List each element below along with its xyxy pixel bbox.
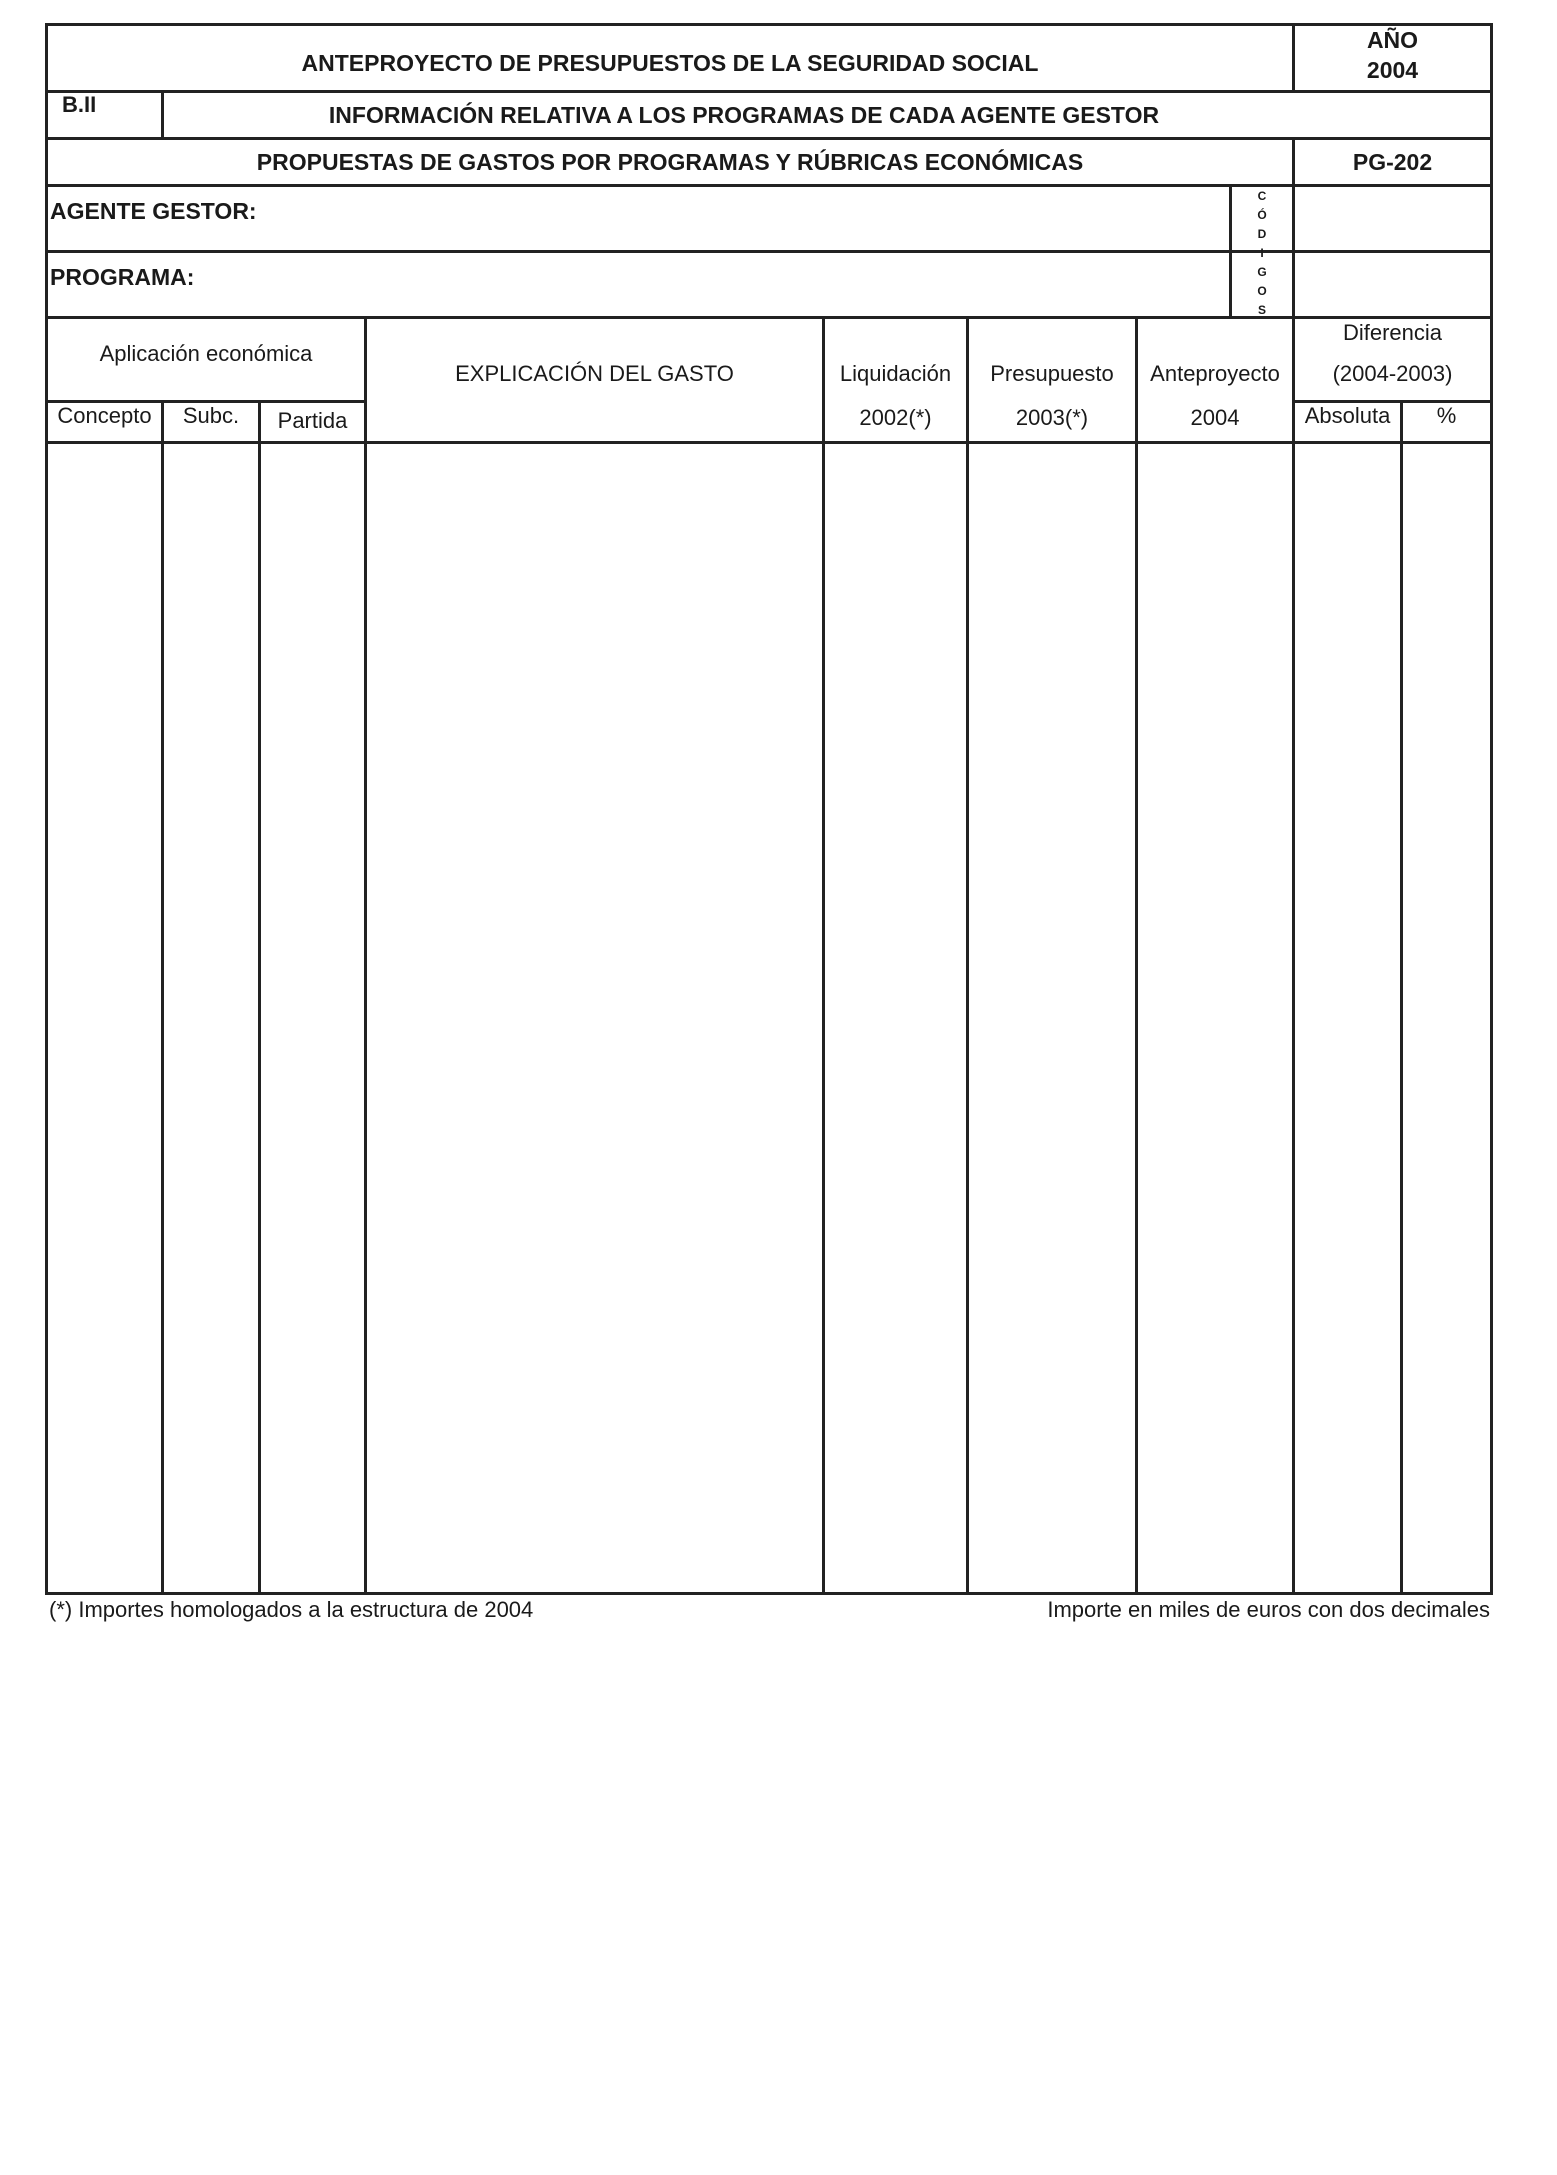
codigos-letter: Ó	[1257, 208, 1267, 222]
agente-gestor-field[interactable]	[300, 187, 1220, 250]
header-porcentaje: %	[1436, 403, 1457, 428]
codigo-agente-field[interactable]	[1295, 187, 1490, 250]
header-explicacion-gasto: EXPLICACIÓN DEL GASTO	[455, 360, 734, 386]
header-liquidacion: Liquidación	[839, 361, 952, 386]
codigos-letter: D	[1257, 227, 1267, 241]
codigos-vertical-label	[1232, 187, 1292, 316]
header-liquidacion-year: 2002(*)	[859, 405, 932, 430]
year-label: AÑO	[1366, 26, 1419, 53]
codigos-letter: O	[1257, 284, 1267, 298]
footnote-units: Importe en miles de euros con dos decimales	[1047, 1597, 1490, 1622]
table-body[interactable]	[48, 444, 1490, 1592]
header-absoluta: Absoluta	[1304, 403, 1391, 428]
codigo-programa-field[interactable]	[1295, 253, 1490, 316]
section-code: B.II	[62, 92, 97, 117]
header-presupuesto-year: 2003(*)	[1015, 405, 1089, 430]
header-anteproyecto: Anteproyecto	[1150, 361, 1280, 386]
form-code: PG-202	[1352, 148, 1433, 175]
rule-table-bottom	[45, 1592, 1493, 1595]
header-diferencia: Diferencia	[1342, 320, 1443, 345]
header-partida: Partida	[277, 408, 348, 433]
header-subc: Subc.	[182, 403, 240, 428]
header-anteproyecto-year: 2004	[1190, 405, 1240, 430]
header-aplicacion-economica: Aplicación económica	[99, 341, 313, 366]
codigos-letter: G	[1257, 265, 1267, 279]
programa-field[interactable]	[250, 253, 1220, 316]
section-title: INFORMACIÓN RELATIVA A LOS PROGRAMAS DE CADA AGENTE GESTOR	[328, 101, 1160, 128]
header-presupuesto: Presupuesto	[990, 361, 1114, 386]
codigos-letter: S	[1257, 303, 1266, 316]
programa-label: PROGRAMA:	[50, 263, 195, 290]
footnote-homologados: (*) Importes homologados a la estructura de 2004	[49, 1597, 534, 1622]
year-value: 2004	[1366, 56, 1419, 83]
codigos-letter: I	[1260, 246, 1264, 260]
agente-gestor-label: AGENTE GESTOR:	[50, 197, 257, 224]
rule-right	[1490, 23, 1493, 1595]
header-concepto: Concepto	[57, 403, 152, 428]
document-title: ANTEPROYECTO DE PRESUPUESTOS DE LA SEGURIDAD SOCIAL	[301, 49, 1039, 76]
codigos-letter: C	[1257, 189, 1267, 203]
document-subtitle: PROPUESTAS DE GASTOS POR PROGRAMAS Y RÚBRICAS ECONÓMICAS	[256, 148, 1084, 175]
header-diferencia-range: (2004-2003)	[1332, 361, 1453, 386]
